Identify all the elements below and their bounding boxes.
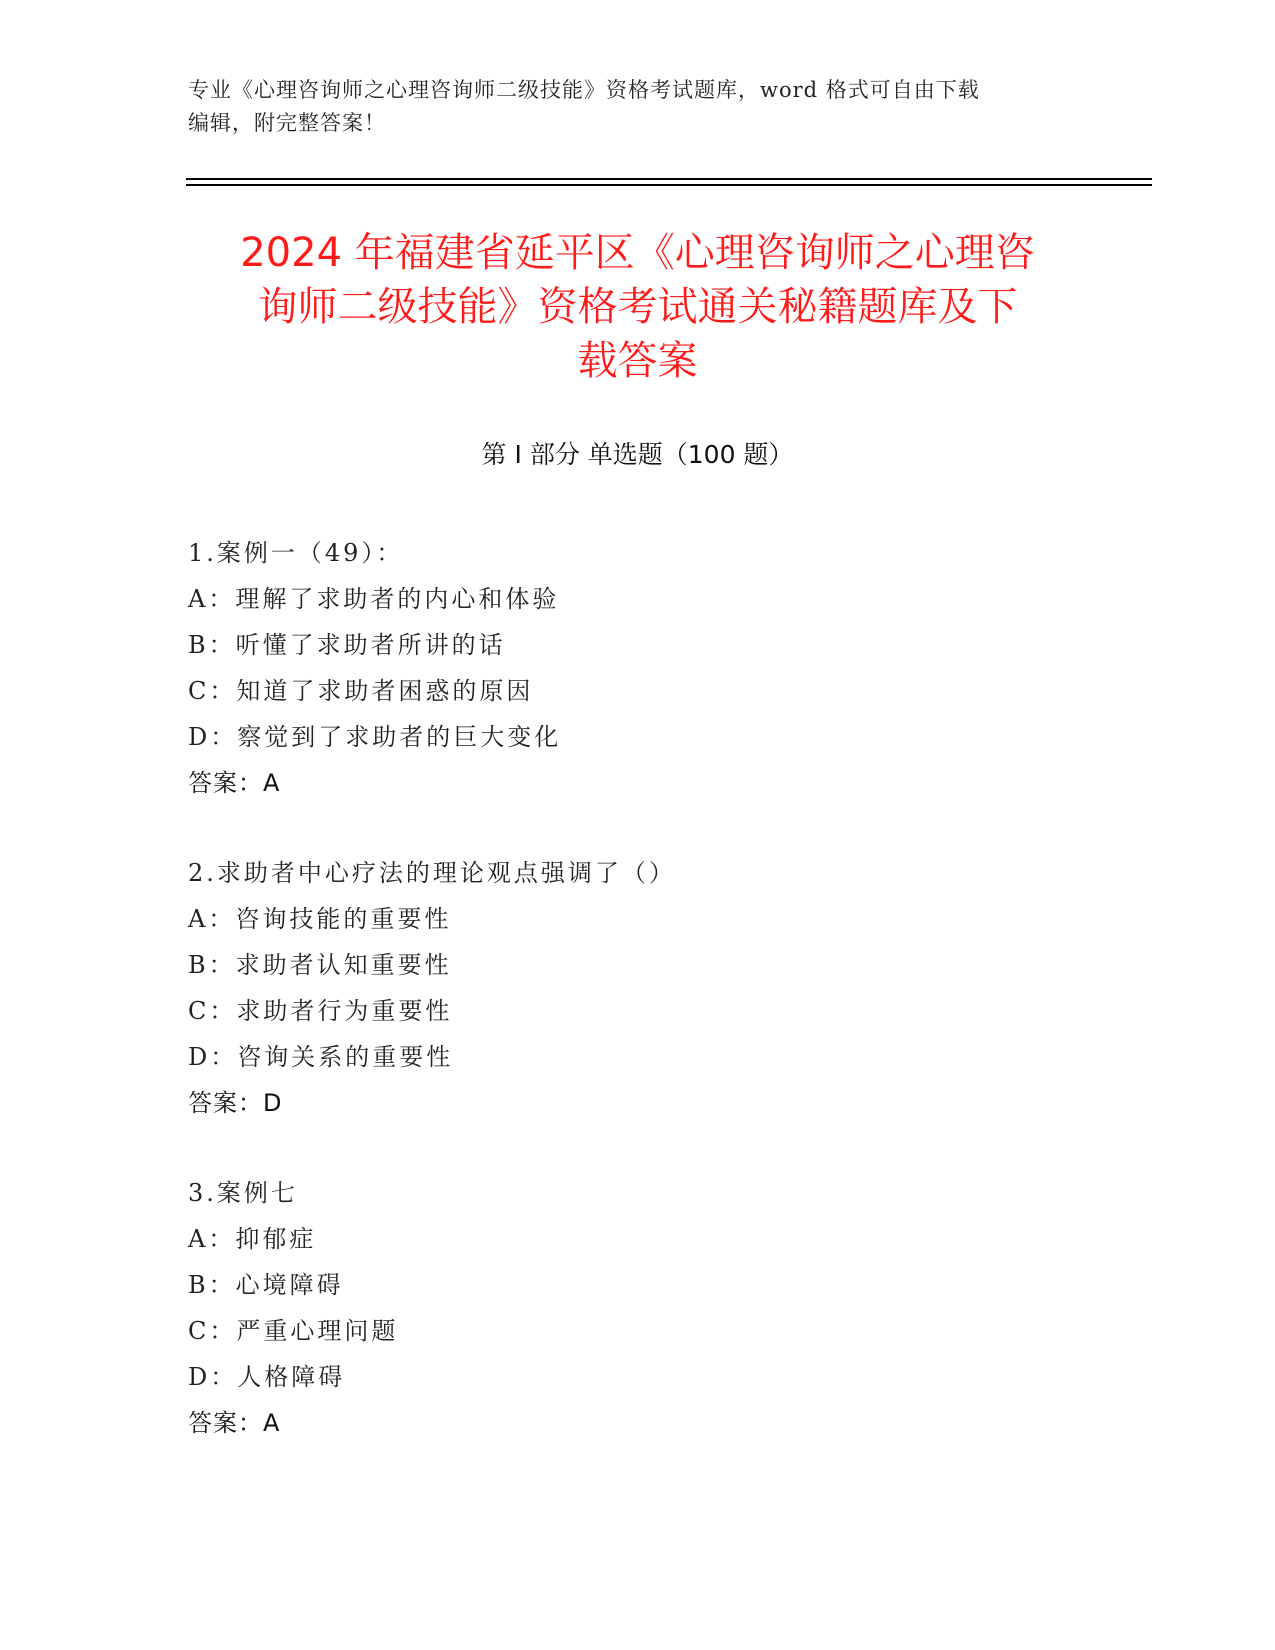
answer-line: 答案：D <box>188 1089 283 1117</box>
page-header <box>188 74 1088 140</box>
question-3 <box>188 1170 1088 1446</box>
document-title <box>150 226 1125 388</box>
option-d: D：咨询关系的重要性 <box>188 1043 454 1071</box>
option-b: B：听懂了求助者所讲的话 <box>188 631 506 659</box>
option-d: D：察觉到了求助者的巨大变化 <box>188 723 562 751</box>
header-line-2: 编辑，附完整答案！ <box>188 111 386 135</box>
option-b: B：求助者认知重要性 <box>188 951 452 979</box>
option-a: A：咨询技能的重要性 <box>188 905 452 933</box>
option-c: C：严重心理问题 <box>188 1317 399 1345</box>
title-line-2: 询师二级技能》资格考试通关秘籍题库及下 <box>257 284 1018 330</box>
header-rule-bottom <box>186 184 1152 186</box>
question-stem: 2.求助者中心疗法的理论观点强调了（） <box>188 859 676 887</box>
option-b: B：心境障碍 <box>188 1271 344 1299</box>
question-1 <box>188 530 1088 806</box>
answer-line: 答案：A <box>188 769 281 797</box>
header-rule-top <box>186 178 1152 180</box>
title-line-3: 载答案 <box>577 338 698 384</box>
option-a: A：抑郁症 <box>188 1225 317 1253</box>
question-2 <box>188 850 1088 1126</box>
title-line-1: 2024 年福建省延平区《心理咨询师之心理咨 <box>240 230 1035 276</box>
option-c: C：求助者行为重要性 <box>188 997 453 1025</box>
option-a: A：理解了求助者的内心和体验 <box>188 585 560 613</box>
question-stem: 3.案例七 <box>188 1179 298 1207</box>
answer-line: 答案：A <box>188 1409 281 1437</box>
header-line-1: 专业《心理咨询师之心理咨询师二级技能》资格考试题库，word 格式可自由下载 <box>188 78 980 102</box>
option-d: D：人格障碍 <box>188 1363 346 1391</box>
section-title: 第 I 部分 单选题（100 题） <box>481 440 794 469</box>
option-c: C：知道了求助者困惑的原因 <box>188 677 534 705</box>
question-stem: 1.案例一（49）： <box>188 539 404 567</box>
